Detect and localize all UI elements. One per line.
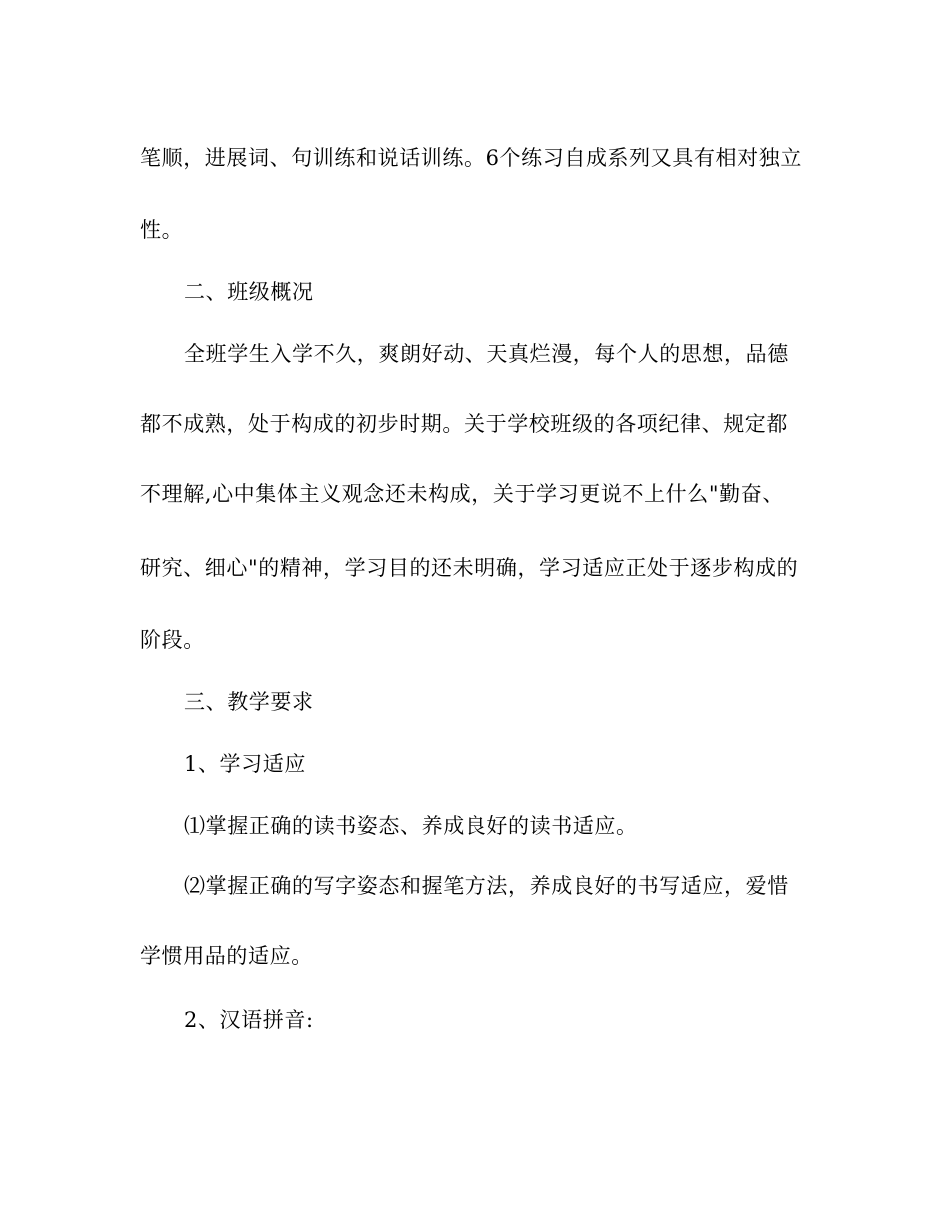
text-line: 研究、细心"的精神，学习目的还未明确，学习适应正处于逐步构成的 <box>140 556 799 580</box>
subsection-heading: 1、学习适应 <box>184 752 306 776</box>
text-line: 全班学生入学不久，爽朗好动、天真烂漫，每个人的思想，品德 <box>184 342 789 366</box>
text-line: 都不成熟，处于构成的初步时期。关于学校班级的各项纪律、规定都 <box>140 412 788 436</box>
text-line: 笔顺，进展词、句训练和说话训练。6个练习自成系列又具有相对独立 <box>140 146 802 170</box>
text-line: ⑴掌握正确的读书姿态、养成良好的读书适应。 <box>184 814 638 838</box>
section-heading: 二、班级概况 <box>184 280 314 304</box>
text-line: 性。 <box>140 218 184 242</box>
subsection-heading: 2、汉语拼音: <box>184 1008 314 1032</box>
text-line: 不理解,心中集体主义观念还未构成，关于学习更说不上什么"勤奋、 <box>140 482 784 506</box>
text-line: 学惯用品的适应。 <box>140 944 313 968</box>
text-line: 阶段。 <box>140 628 205 652</box>
text-line: ⑵掌握正确的写字姿态和握笔方法，养成良好的书写适应，爱惜 <box>184 874 789 898</box>
section-heading: 三、教学要求 <box>184 690 314 714</box>
